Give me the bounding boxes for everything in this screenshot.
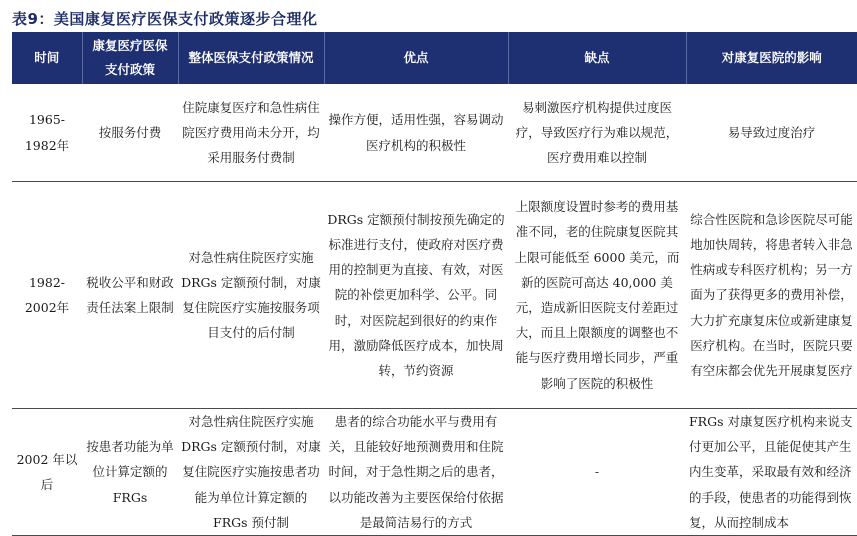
cell-policy: 税收公平和财政责任法案上限制	[82, 182, 178, 409]
header-cons: 缺点	[508, 32, 686, 84]
cell-policy: 按服务付费	[82, 84, 178, 182]
cell-situation: 对急性病住院医疗实施 DRGs 定额预付制，对康复住院医疗实施按服务项目支付的后付制	[178, 182, 324, 409]
cell-time: 1982-2002年	[12, 182, 82, 409]
cell-impact: 易导致过度治疗	[686, 84, 857, 182]
cell-pros: 操作方便，适用性强，容易调动医疗机构的积极性	[324, 84, 508, 182]
policy-table	[12, 32, 857, 536]
table-row	[12, 84, 857, 182]
table-title: 表9：美国康复医疗医保支付政策逐步合理化	[12, 10, 318, 28]
header-time: 时间	[12, 32, 82, 84]
cell-pros: 患者的综合功能水平与费用有关，且能较好地预测费用和住院时间，对于急性期之后的患者，以功能改善为主要医保给付依据是最简洁易行的方式	[324, 409, 508, 536]
cell-situation: 住院康复医疗和急性病住院医疗费用尚未分开，均采用服务付费制	[178, 84, 324, 182]
cell-situation: 对急性病住院医疗实施 DRGs 定额预付制，对康复住院医疗实施按患者功能为单位计算定额的 FRGs 预付制	[178, 409, 324, 536]
table-row	[12, 182, 857, 409]
header-policy: 康复医疗医保支付政策	[82, 32, 178, 84]
header-pros: 优点	[324, 32, 508, 84]
cell-impact: FRGs 对康复医疗机构来说支付更加公平，且能促使其产生内生变革，采取最有效和经济的手段，使患者的功能得到恢复，从而控制成本	[686, 409, 857, 536]
cell-time: 1965-1982年	[12, 84, 82, 182]
cell-cons: 上限额度设置时参考的费用基准不同，老的住院康复医院其上限可能低至 6000 美元，而新的医院可高达 40,000 美元，造成新旧医院支付差距过大，而且上限额度的调整也不能与医疗费用增长同步，严重影响了医院的积极性	[508, 182, 686, 409]
cell-time: 2002 年以后	[12, 409, 82, 536]
cell-pros: DRGs 定额预付制按预先确定的标准进行支付，使政府对医疗费用的控制更为直接、有效，对医院的补偿更加科学、公平。同时，对医院起到很好的约束作用，激励降低医疗成本，加快周转，节约资源	[324, 182, 508, 409]
header-row	[12, 32, 857, 84]
cell-policy: 按患者功能为单位计算定额的 FRGs	[82, 409, 178, 536]
header-situation: 整体医保支付政策情况	[178, 32, 324, 84]
header-impact: 对康复医院的影响	[686, 32, 857, 84]
cell-cons: -	[508, 409, 686, 536]
cell-impact: 综合性医院和急诊医院尽可能地加快周转，将患者转入非急性病或专科医疗机构；另一方面为了获得更多的费用补偿，大力扩充康复床位或新建康复医疗机构。在当时，医院只要有空床都会优先开展康复医疗	[686, 182, 857, 409]
cell-cons: 易刺激医疗机构提供过度医疗，导致医疗行为难以规范，医疗费用难以控制	[508, 84, 686, 182]
table-row	[12, 409, 857, 536]
